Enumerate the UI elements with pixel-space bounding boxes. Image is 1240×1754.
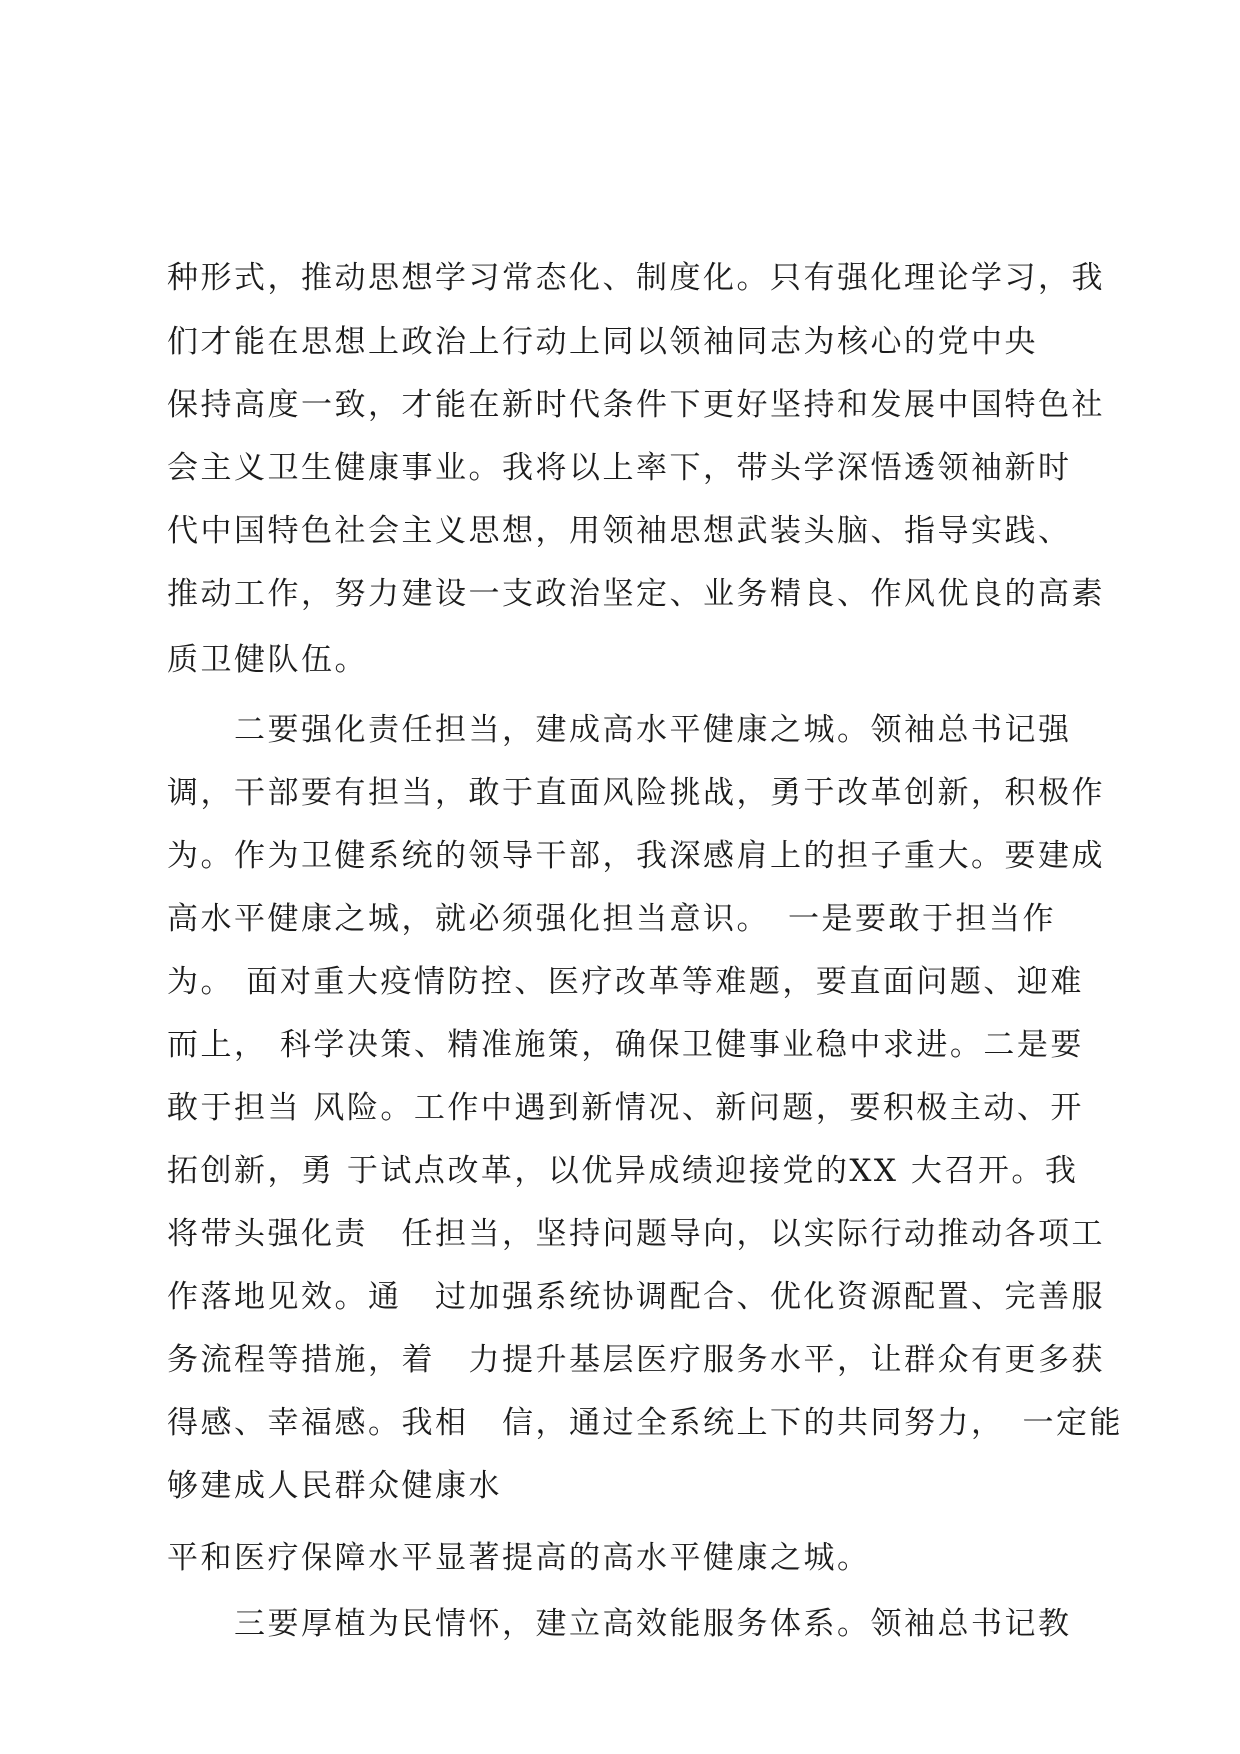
text-line: 将带头强化责 任担当，坚持问题导向，以实际行动推动各项工 bbox=[167, 1216, 1105, 1252]
text-line: 务流程等措施，着 力提升基层医疗服务水平，让群众有更多获 bbox=[167, 1342, 1105, 1378]
text-line: 保持高度一致，才能在新时代条件下更好坚持和发展中国特色社 bbox=[167, 387, 1105, 423]
text-line: 高水平健康之城，就必须强化担当意识。 一是要敢于担当作 bbox=[167, 901, 1056, 937]
text-line: 而上， 科学决策、精准施策，确保卫健事业稳中求进。二是要 bbox=[167, 1027, 1084, 1063]
text-line: 为。 面对重大疫情防控、医疗改革等难题，要直面问题、迎难 bbox=[167, 964, 1084, 1000]
text-line: 种形式，推动思想学习常态化、制度化。只有强化理论学习，我 bbox=[167, 260, 1105, 296]
text-line: 代中国特色社会主义思想，用领袖思想武装头脑、指导实践、 bbox=[167, 513, 1072, 549]
text-line: 质卫健队伍。 bbox=[167, 642, 368, 678]
text-line: 敢于担当 风险。工作中遇到新情况、新问题，要积极主动、开 bbox=[167, 1090, 1084, 1126]
text-line: 够建成人民群众健康水 bbox=[167, 1468, 502, 1504]
paragraph-start-line: 三要厚植为民情怀，建立高效能服务体系。领袖总书记教 bbox=[167, 1606, 1072, 1642]
text-line: 拓创新，勇 于试点改革，以优异成绩迎接党的XX 大召开。我 bbox=[167, 1153, 1079, 1189]
text-line: 调，干部要有担当，敢于直面风险挑战，勇于改革创新，积极作 bbox=[167, 775, 1105, 811]
text-line: 平和医疗保障水平显著提高的高水平健康之城。 bbox=[167, 1540, 871, 1576]
text-line: 作落地见效。通 过加强系统协调配合、优化资源配置、完善服 bbox=[167, 1279, 1105, 1315]
text-line: 们才能在思想上政治上行动上同以领袖同志为核心的党中央 bbox=[167, 324, 1038, 360]
text-line: 推动工作，努力建设一支政治坚定、业务精良、作风优良的高素 bbox=[167, 576, 1105, 612]
paragraph-start-line: 二要强化责任担当，建成高水平健康之城。领袖总书记强 bbox=[167, 712, 1072, 748]
text-line: 会主义卫生健康事业。我将以上率下，带头学深悟透领袖新时 bbox=[167, 450, 1072, 486]
text-line: 为。作为卫健系统的领导干部，我深感肩上的担子重大。要建成 bbox=[167, 838, 1105, 874]
text-line: 得感、幸福感。我相 信，通过全系统上下的共同努力， 一定能 bbox=[167, 1405, 1123, 1441]
